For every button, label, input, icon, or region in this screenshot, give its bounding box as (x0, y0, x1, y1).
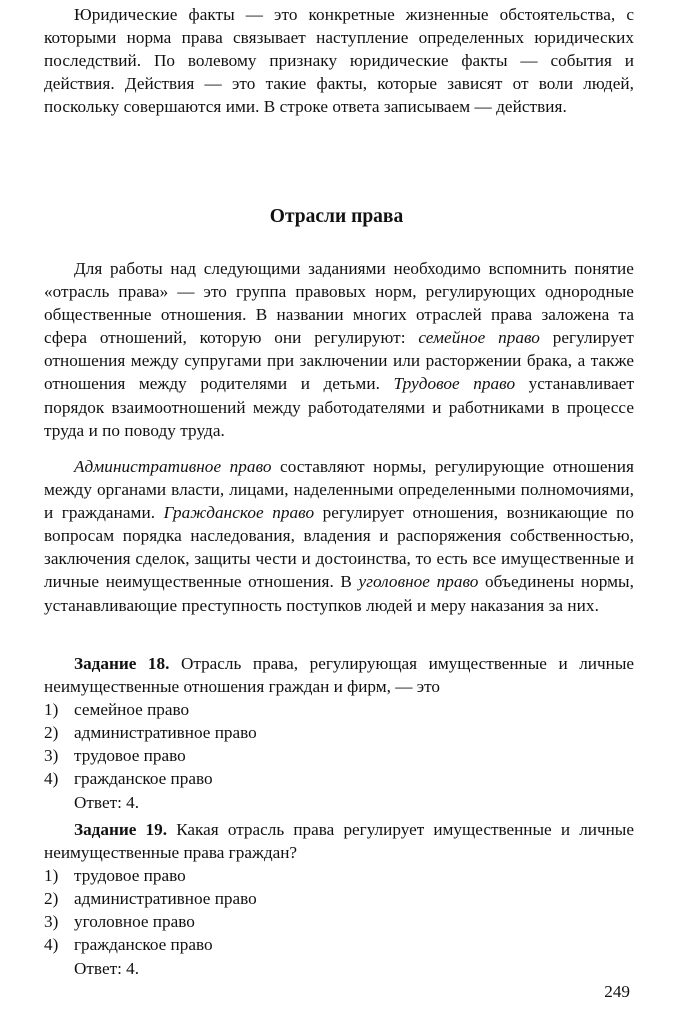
option-text: гражданское право (74, 769, 213, 789)
option-number: 1) (44, 700, 59, 720)
definition-paragraph (44, 257, 634, 442)
administrative-law-term: Административное право (74, 457, 272, 476)
criminal-law-term: уголовное право (358, 572, 479, 592)
option-text: административное право (74, 723, 257, 743)
answer-option (44, 910, 634, 933)
answer-option (44, 767, 634, 790)
branches-paragraph (44, 455, 634, 617)
option-number: 3) (44, 912, 59, 932)
option-text: уголовное право (74, 912, 195, 932)
definition-text-2: регулирует отношения между супругами при заключении или расторжении брака, а также отношения между родителями и детьми. (44, 328, 634, 394)
branches-text-2: регулирует отношения, возникающие по вопросам порядка наследования, владения и распоряжения собственностью, заключения сделок, защиты чести и достоинства, то есть все имущественные и личные неимущественные отношения. В (44, 503, 634, 592)
civil-law-term: Гражданское право (163, 503, 315, 523)
option-text: семейное право (74, 700, 190, 720)
task-19 (44, 818, 634, 980)
option-text: гражданское право (74, 935, 213, 955)
option-text: административное право (74, 889, 257, 909)
branches-text-3: объединены нормы, устанавливающие преступность поступков людей и меру наказания за них. (44, 572, 634, 615)
task-18 (44, 652, 634, 814)
branches-text-1: составляют нормы, регулирующие отношения между органами власти, лицами, наделенными определенными полномочиями, и гражданами. (44, 457, 635, 523)
answer-option (44, 698, 634, 721)
task-answer: Ответ: 4. (74, 792, 140, 812)
option-text: трудовое право (74, 746, 186, 766)
task-question (44, 818, 634, 864)
answer-option (44, 887, 634, 910)
section-title: Отрасли права (269, 206, 404, 227)
option-number: 2) (44, 889, 59, 909)
task-question-text: Отрасль права, регулирующая имущественные и личные неимущественные отношения граждан и фирм, — это (44, 654, 634, 697)
intro-paragraph: Юридические факты — это конкретные жизненные обстоятельства, с которыми норма права связывает наступление определенных юридических последствий. По волевому признаку юридические факты — события и действия. Действия — это такие факты, которые зависят от воли людей, поскольку совершаются ими. В строке ответа записываем — действия. (44, 5, 634, 117)
task-answer: Ответ: 4. (74, 958, 140, 978)
option-number: 3) (44, 746, 59, 766)
option-number: 4) (44, 769, 59, 789)
definition-text-3: устанавливает порядок взаимоотношений между работодателями и работниками в процессе труда и по поводу труда. (44, 374, 634, 440)
option-text: трудовое право (74, 866, 186, 886)
task-question-text: Какая отрасль права регулирует имущественные и личные неимущественные права граждан? (44, 820, 634, 863)
task-label: Задание 19. (74, 820, 168, 839)
family-law-term: семейное право (418, 328, 540, 348)
labor-law-term: Трудовое право (393, 374, 516, 394)
answer-option (44, 744, 634, 767)
option-number: 2) (44, 723, 59, 743)
page-number: 249 (604, 982, 630, 1001)
answer-option (44, 864, 634, 887)
answer-option (44, 933, 634, 956)
answer-option (44, 721, 634, 744)
task-question (44, 652, 634, 698)
definition-text-1: Для работы над следующими заданиями необходимо вспомнить понятие «отрасль права» — это группа правовых норм, регулирующих однородные общественные отношения. В названии многих отраслей права заложена та сфера отношений, которую они регулируют: (44, 259, 634, 348)
task-label: Задание 18. (74, 654, 170, 673)
option-number: 4) (44, 935, 59, 955)
option-number: 1) (44, 866, 59, 886)
